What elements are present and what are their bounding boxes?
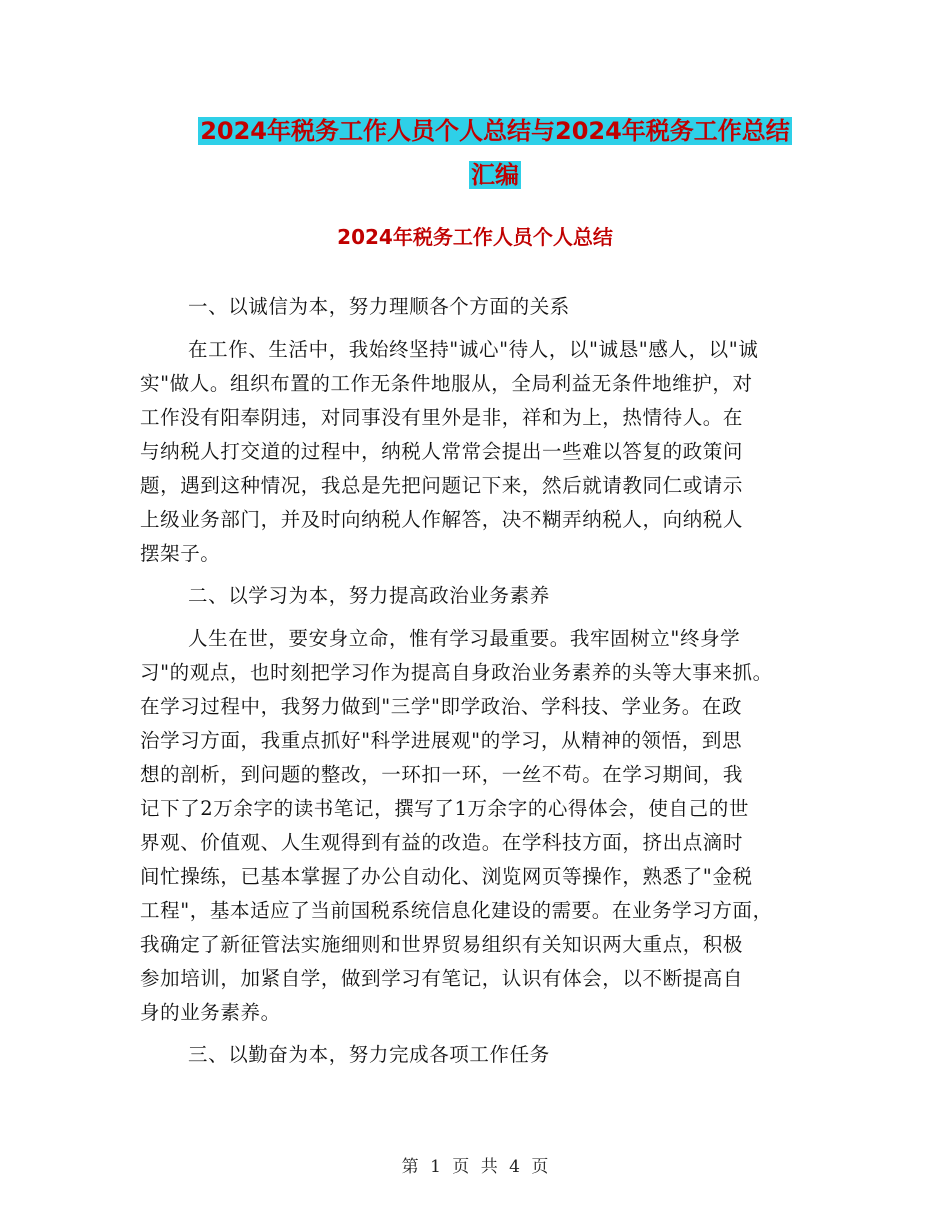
heading-line: 二、以学习为本，努力提高政治业务素养 bbox=[188, 584, 550, 607]
paragraph-line: 工程"，基本适应了当前国税系统信息化建设的需要。在业务学习方面， bbox=[140, 899, 773, 922]
paragraph-line: 在学习过程中，我努力做到"三学"即学政治、学科技、学业务。在政 bbox=[140, 695, 743, 718]
paragraph-line: 间忙操练，已基本掌握了办公自动化、浏览网页等操作，熟悉了"金税 bbox=[140, 865, 753, 888]
paragraph-line: 记下了2万余字的读书笔记，撰写了1万余字的心得体会，使自己的世 bbox=[140, 797, 749, 820]
paragraph-line: 身的业务素养。 bbox=[140, 1001, 281, 1024]
paragraph-line: 我确定了新征管法实施细则和世界贸易组织有关知识两大重点，积极 bbox=[140, 933, 744, 956]
paragraph-line: 上级业务部门，并及时向纳税人作解答，决不糊弄纳税人，向纳税人 bbox=[140, 508, 744, 531]
paragraph-line: 人生在世，要安身立命，惟有学习最重要。我牢固树立"终身学 bbox=[188, 627, 741, 650]
paragraph-line: 参加培训，加紧自学，做到学习有笔记，认识有体会，以不断提高自 bbox=[140, 967, 744, 990]
paragraph-line: 实"做人。组织布置的工作无条件地服从，全局利益无条件地维护，对 bbox=[140, 372, 753, 395]
paragraph-line: 工作没有阳奉阴违，对同事没有里外是非，祥和为上，热情待人。在 bbox=[140, 406, 744, 429]
section-title: 2024年税务工作人员个人总结 bbox=[337, 225, 613, 249]
document-title-line-1 bbox=[140, 113, 850, 149]
paragraph-line: 习"的观点，也时刻把学习作为提高自身政治业务素养的头等大事来抓。 bbox=[140, 661, 773, 684]
paragraph-line: 题，遇到这种情况，我总是先把问题记下来，然后就请教同仁或请示 bbox=[140, 474, 744, 497]
paragraph-line: 治学习方面，我重点抓好"科学进展观"的学习，从精神的领悟，到思 bbox=[140, 729, 743, 752]
title-highlight: 汇编 bbox=[471, 161, 519, 189]
title-highlight: 2024年税务工作人员个人总结与2024年税务工作总结 bbox=[200, 117, 790, 145]
paragraph-line: 摆架子。 bbox=[140, 542, 221, 565]
paragraph-line: 界观、价值观、人生观得到有益的改造。在学科技方面，挤出点滴时 bbox=[140, 831, 744, 854]
paragraph-line: 想的剖析，到问题的整改，一环扣一环，一丝不苟。在学习期间，我 bbox=[140, 763, 744, 786]
page-number-footer: 第 1 页 共 4 页 bbox=[401, 1157, 549, 1177]
paragraph-line: 与纳税人打交道的过程中，纳税人常常会提出一些难以答复的政策问 bbox=[140, 440, 744, 463]
paragraph-line: 在工作、生活中，我始终坚持"诚心"待人，以"诚恳"感人，以"诚 bbox=[188, 338, 759, 361]
heading-line: 三、以勤奋为本，努力完成各项工作任务 bbox=[188, 1043, 550, 1066]
document-title-line-2 bbox=[140, 157, 850, 193]
heading-line: 一、以诚信为本，努力理顺各个方面的关系 bbox=[188, 295, 570, 318]
